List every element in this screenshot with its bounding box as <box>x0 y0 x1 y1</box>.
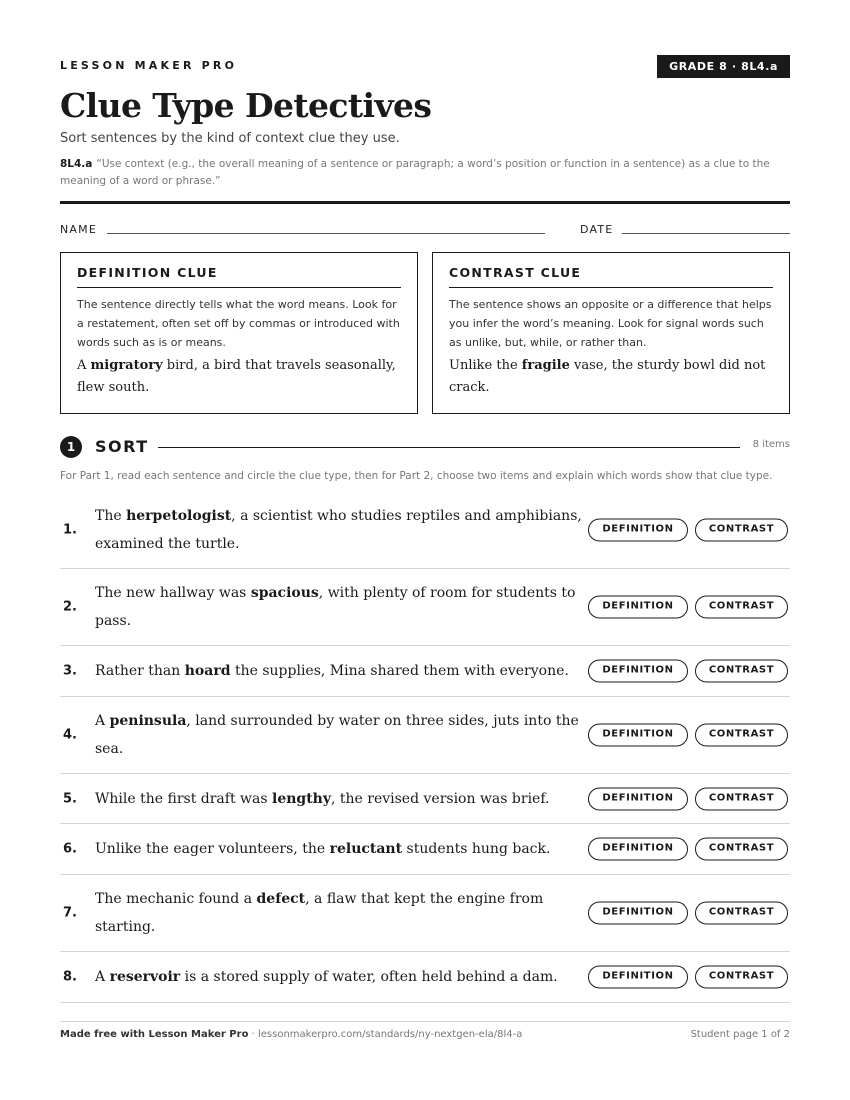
sentence-text: While the first draft was <box>95 790 272 807</box>
contrast-option[interactable]: CONTRAST <box>695 902 788 925</box>
contrast-option[interactable]: CONTRAST <box>695 724 788 747</box>
target-word: herpetologist <box>126 507 232 524</box>
footer-separator: · <box>248 1029 258 1040</box>
footer-maker: Made free with Lesson Maker Pro <box>60 1029 249 1040</box>
item-sentence <box>95 707 585 763</box>
item-number: 4. <box>63 727 77 743</box>
sentence-text: the supplies, Mina shared them with everyone. <box>230 663 569 679</box>
target-word: reluctant <box>329 841 403 857</box>
grade-badge: GRADE 8 · 8L4.a <box>657 55 790 78</box>
sentence-text: The new hallway was <box>95 585 251 601</box>
item-count: 8 items <box>752 439 790 450</box>
item-sentence <box>95 579 585 635</box>
contrast-option[interactable]: CONTRAST <box>695 660 788 683</box>
item-number: 6. <box>63 841 77 857</box>
sentence-text: The mechanic found a <box>95 891 257 907</box>
sentence-text: Rather than <box>95 663 185 679</box>
step-number: 1 <box>60 436 82 458</box>
item-number: 3. <box>63 663 77 679</box>
list-item <box>60 569 790 646</box>
footer <box>60 1029 790 1040</box>
date-field[interactable] <box>622 233 790 234</box>
definition-option[interactable]: DEFINITION <box>588 596 688 619</box>
sentence-text: is a stored supply of water, often held behind a dam. <box>180 969 558 985</box>
name-label: NAME <box>60 223 97 236</box>
clue-heading: CONTRAST CLUE <box>449 265 773 288</box>
example-word: fragile <box>521 358 570 373</box>
contrast-option[interactable]: CONTRAST <box>695 787 788 810</box>
sentence-text: A <box>95 713 110 729</box>
item-sentence <box>95 963 585 991</box>
sentence-text: , the revised version was brief. <box>330 790 550 807</box>
sentence-text: , a scientist who studies reptiles and amphibians, examined the turtle. <box>95 507 582 552</box>
item-sentence <box>95 502 585 558</box>
clue-type-options <box>588 787 788 810</box>
clue-type-options <box>588 596 788 619</box>
clue-type-options <box>588 660 788 683</box>
list-item <box>60 774 790 824</box>
target-word: lengthy <box>272 790 331 807</box>
example-text: Unlike the <box>449 358 522 373</box>
top-bar <box>60 55 790 79</box>
contrast-option[interactable]: CONTRAST <box>695 966 788 989</box>
sentence-text: students hung back. <box>402 841 551 857</box>
target-word: spacious <box>250 585 319 601</box>
clue-heading: DEFINITION CLUE <box>77 265 401 288</box>
item-number: 7. <box>63 905 77 921</box>
clue-type-options <box>588 838 788 861</box>
item-number: 8. <box>63 969 77 985</box>
list-item <box>60 646 790 697</box>
target-word: peninsula <box>109 713 187 729</box>
page-subtitle: Sort sentences by the kind of context clue they use. <box>60 131 400 146</box>
contrast-option[interactable]: CONTRAST <box>695 838 788 861</box>
definition-option[interactable]: DEFINITION <box>588 787 688 810</box>
definition-clue-box <box>60 252 418 414</box>
contrast-clue-box <box>432 252 790 414</box>
list-item <box>60 875 790 952</box>
clue-type-options <box>588 902 788 925</box>
item-sentence <box>95 885 585 941</box>
header-divider <box>60 201 790 204</box>
definition-option[interactable]: DEFINITION <box>588 724 688 747</box>
target-word: reservoir <box>109 969 181 985</box>
name-field[interactable] <box>107 233 545 234</box>
section-divider <box>158 447 740 448</box>
example-text: bird, a bird that travels seasonally, flew south. <box>77 358 396 395</box>
item-number: 5. <box>63 791 77 806</box>
target-word: defect <box>256 891 306 907</box>
definition-option[interactable]: DEFINITION <box>588 838 688 861</box>
clue-description: The sentence shows an opposite or a difference that helps you infer the word’s meaning. Look for signal words such as unlike, but, while, or rather than. <box>449 298 772 349</box>
clue-example <box>449 355 773 399</box>
item-number: 2. <box>63 599 77 615</box>
sentence-text: , with plenty of room for students to pass. <box>95 585 576 629</box>
item-sentence <box>95 785 585 813</box>
list-item <box>60 824 790 875</box>
sentence-text: A <box>95 969 110 985</box>
definition-option[interactable]: DEFINITION <box>588 902 688 925</box>
item-number: 1. <box>63 522 77 537</box>
target-word: hoard <box>184 663 231 679</box>
clue-description: The sentence directly tells what the word means. Look for a restatement, often set off by commas or introduced with words such as is or means. <box>77 298 400 349</box>
brand-name: LESSON MAKER PRO <box>60 59 238 72</box>
contrast-option[interactable]: CONTRAST <box>695 518 788 541</box>
sentence-text: The <box>95 507 127 524</box>
date-label: DATE <box>580 223 614 236</box>
clue-type-options <box>588 966 788 989</box>
example-text: A <box>77 358 91 373</box>
page-number: Student page 1 of 2 <box>690 1029 790 1040</box>
list-item <box>60 697 790 774</box>
footer-url[interactable]: lessonmakerpro.com/standards/ny-nextgen-ela/8l4-a <box>257 1029 523 1040</box>
name-date-row <box>60 220 790 240</box>
standard-code: 8L4.a <box>60 158 93 170</box>
sentence-text: , land surrounded by water on three sides, juts into the sea. <box>95 713 579 757</box>
contrast-option[interactable]: CONTRAST <box>695 596 788 619</box>
standard-text <box>60 156 790 190</box>
clue-type-options <box>588 518 788 541</box>
example-text: vase, the sturdy bowl did not crack. <box>449 358 766 395</box>
section-title: SORT <box>95 437 149 456</box>
page-title: Clue Type Detectives <box>60 86 432 125</box>
sentence-text: , a flaw that kept the engine from starting. <box>95 891 544 935</box>
list-item <box>60 491 790 569</box>
definition-option[interactable]: DEFINITION <box>588 518 688 541</box>
item-sentence <box>95 835 585 863</box>
sort-section-header <box>60 436 790 458</box>
clue-type-options <box>588 724 788 747</box>
instructions: For Part 1, read each sentence and circle the clue type, then for Part 2, choose two items and explain which words show that clue type. <box>60 470 773 482</box>
definition-option[interactable]: DEFINITION <box>588 660 688 683</box>
example-word: migratory <box>90 358 163 373</box>
list-item <box>60 952 790 1003</box>
clue-example <box>77 355 401 399</box>
item-sentence <box>95 657 585 685</box>
sort-items-list <box>60 491 790 1003</box>
definition-option[interactable]: DEFINITION <box>588 966 688 989</box>
sentence-text: Unlike the eager volunteers, the <box>95 841 330 857</box>
footer-divider <box>60 1021 790 1022</box>
standard-quote: “Use context (e.g., the overall meaning of a sentence or paragraph; a word’s position or function in a sentence) as a clue to the meaning of a word or phrase.” <box>60 158 770 187</box>
